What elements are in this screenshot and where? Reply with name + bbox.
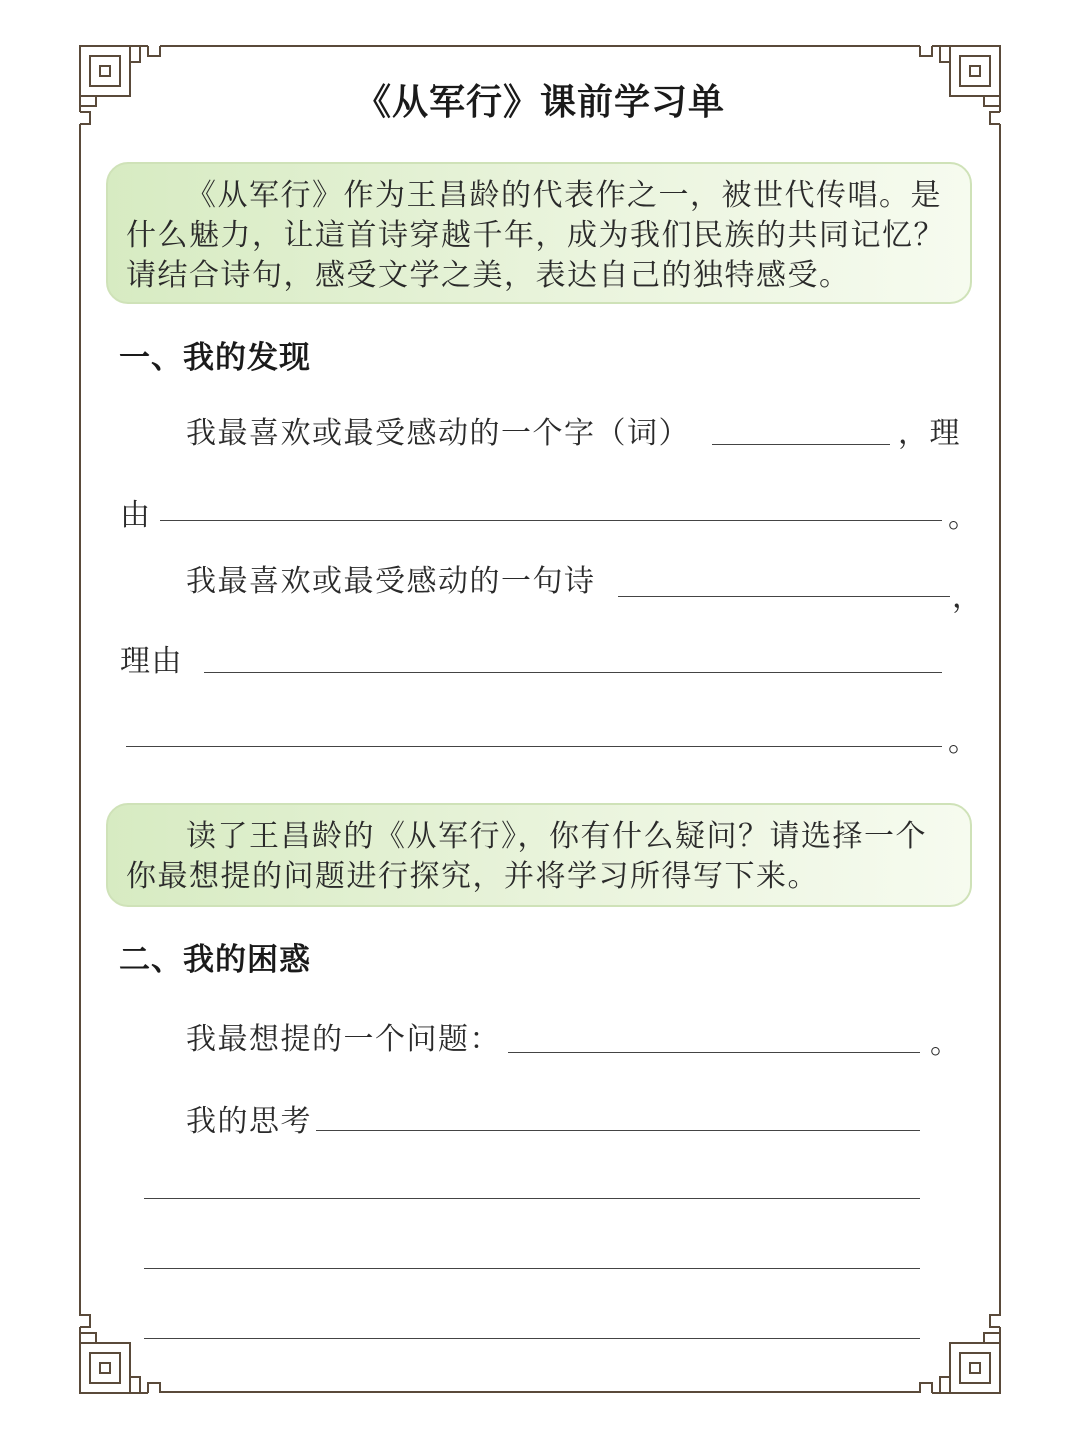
section2-heading: 二、我的困惑: [119, 942, 311, 978]
question-intro-text: 读了王昌龄的《从军行》，你有什么疑问？请选择一个你最想提的问题进行探究，并将学习所得写下来。: [126, 819, 927, 894]
question-intro-box: [106, 803, 972, 907]
period3: 。: [930, 1026, 962, 1061]
word-answer-line[interactable]: [712, 444, 890, 445]
reason2-line[interactable]: [204, 672, 942, 673]
reason1-line[interactable]: [160, 520, 942, 521]
comma2: ，: [952, 580, 984, 615]
thinking-line-4[interactable]: [144, 1338, 920, 1339]
thinking-line-1[interactable]: [316, 1130, 920, 1131]
reason2-label: 理由: [120, 644, 183, 679]
comma-reason: ，理: [898, 416, 961, 451]
thinking-line-3[interactable]: [144, 1268, 920, 1269]
reason2-line-continued[interactable]: [126, 746, 942, 747]
page-title: 《从军行》课前学习单: [354, 82, 725, 123]
thinking-line-2[interactable]: [144, 1198, 920, 1199]
intro-box: [106, 162, 972, 304]
period1: 。: [948, 500, 980, 535]
reason1-label: 由: [120, 498, 152, 533]
period2: 。: [948, 724, 980, 759]
prompt-word: 我最喜欢或最受感动的一个字（词）: [186, 416, 690, 451]
prompt-line: 我最喜欢或最受感动的一句诗: [186, 564, 596, 599]
line-answer-line[interactable]: [618, 596, 950, 597]
intro-text: 《从军行》作为王昌龄的代表作之一，被世代传唱。是什么魅力，让這首诗穿越千年，成为我们民族的共同记忆？请结合诗句，感受文学之美，表达自己的独特感受。: [126, 178, 945, 293]
question-line[interactable]: [508, 1052, 920, 1053]
question-label: 我最想提的一个问题：: [186, 1022, 501, 1057]
section1-heading: 一、我的发现: [119, 340, 311, 376]
thinking-label: 我的思考: [186, 1104, 312, 1139]
